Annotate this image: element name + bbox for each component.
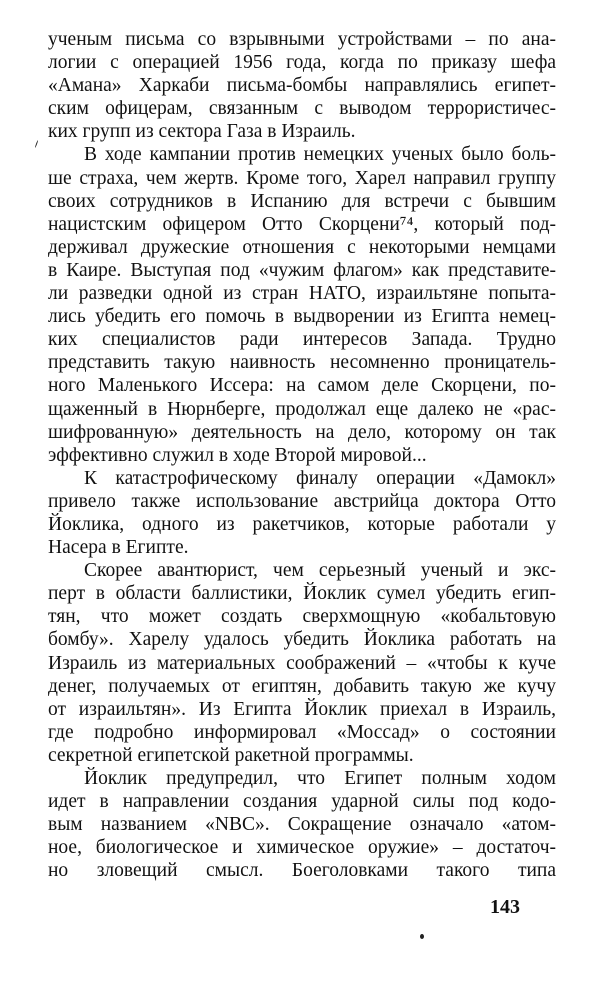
paragraph xyxy=(48,767,556,882)
text-line: ли разведки одной из стран НАТО, израильтяне попыта- xyxy=(48,283,556,305)
text-line: Скорее авантюрист, чем серьезный ученый и экс- xyxy=(84,560,556,582)
scan-speck xyxy=(35,140,39,148)
text-line: ше страха, чем жертв. Кроме того, Харел направил группу xyxy=(48,167,556,189)
paragraph xyxy=(48,143,556,466)
text-line: перт в области баллистики, Йоклик сумел убедить егип- xyxy=(48,583,556,605)
text-line: щаженный в Нюрнберге, продолжал еще далеко не «рас- xyxy=(48,398,556,420)
text-line: К катастрофическому финалу операции «Дамокл» xyxy=(84,467,556,489)
text-line: В ходе кампании против немецких ученых было боль- xyxy=(84,144,556,166)
text-line: ное, биологическое и химическое оружие» – достаточ- xyxy=(48,837,556,859)
text-line: Йоклика, одного из ракетчиков, которые работали у xyxy=(48,513,556,535)
text-line: Йоклик предупредил, что Египет полным ходом xyxy=(84,768,556,789)
text-line: идет в направлении создания ударной силы под кодо- xyxy=(48,791,556,813)
text-line: вым названием «NBC». Сокращение означало «атом- xyxy=(48,814,556,836)
text-line: логии с операцией 1956 года, когда по приказу шефа xyxy=(48,52,556,74)
paragraph xyxy=(48,467,556,559)
text-line: ного Маленького Иссера: на самом деле Скорцени, по- xyxy=(48,375,556,397)
text-line: ским офицерам, связанным с выводом террористичес- xyxy=(48,98,556,120)
text-line: эффективно служил в ходе Второй мировой... xyxy=(48,444,427,466)
page-body-text xyxy=(48,28,556,882)
text-line: лись убедить его помочь в выдворении из Египта немец- xyxy=(48,306,556,328)
text-line: «Амана» Харкаби письма-бомбы направлялись египет- xyxy=(48,75,556,97)
text-line: тян, что может создать сверхмощную «кобальтовую xyxy=(48,606,556,628)
page-number: 143 xyxy=(490,896,520,918)
text-line: в Каире. Выступая под «чужим флагом» как представите- xyxy=(48,259,556,281)
text-line: где подробно информировал «Моссад» о состоянии xyxy=(48,721,556,743)
text-line: Насера в Египте. xyxy=(48,537,189,559)
text-line: ких групп из сектора Газа в Израиль. xyxy=(48,121,356,143)
text-line: шифрованную» деятельность на дело, которому он так xyxy=(48,421,556,443)
text-line: от израильтян». Из Египта Йоклик приехал в Израиль, xyxy=(48,698,556,720)
text-line: привело также использование австрийца доктора Отто xyxy=(48,490,556,512)
text-line: ких специалистов ради интересов Запада. Трудно xyxy=(48,329,556,351)
text-line: ученым письма со взрывными устройствами – по ана- xyxy=(48,29,556,50)
text-line: держивал дружеские отношения с некоторыми немцами xyxy=(48,236,556,258)
text-line: нацистским офицером Отто Скорцени⁷⁴, который под- xyxy=(48,213,556,235)
text-line: своих сотрудников в Испанию для встречи с бывшим xyxy=(48,190,556,212)
text-line: секретной египетской ракетной программы. xyxy=(48,744,414,766)
text-line: Израиль из материальных соображений – «чтобы к куче xyxy=(48,652,556,674)
text-line: денег, получаемых от египтян, добавить такую же кучу xyxy=(48,675,556,697)
scan-speck xyxy=(420,934,424,939)
text-line: бомбу». Харелу удалось убедить Йоклика работать на xyxy=(48,629,556,651)
text-line: но зловещий смысл. Боеголовками такого типа xyxy=(48,860,556,882)
paragraph xyxy=(48,28,556,143)
paragraph xyxy=(48,559,556,767)
text-line: представить такую наивность несомненно проницатель- xyxy=(48,352,556,374)
